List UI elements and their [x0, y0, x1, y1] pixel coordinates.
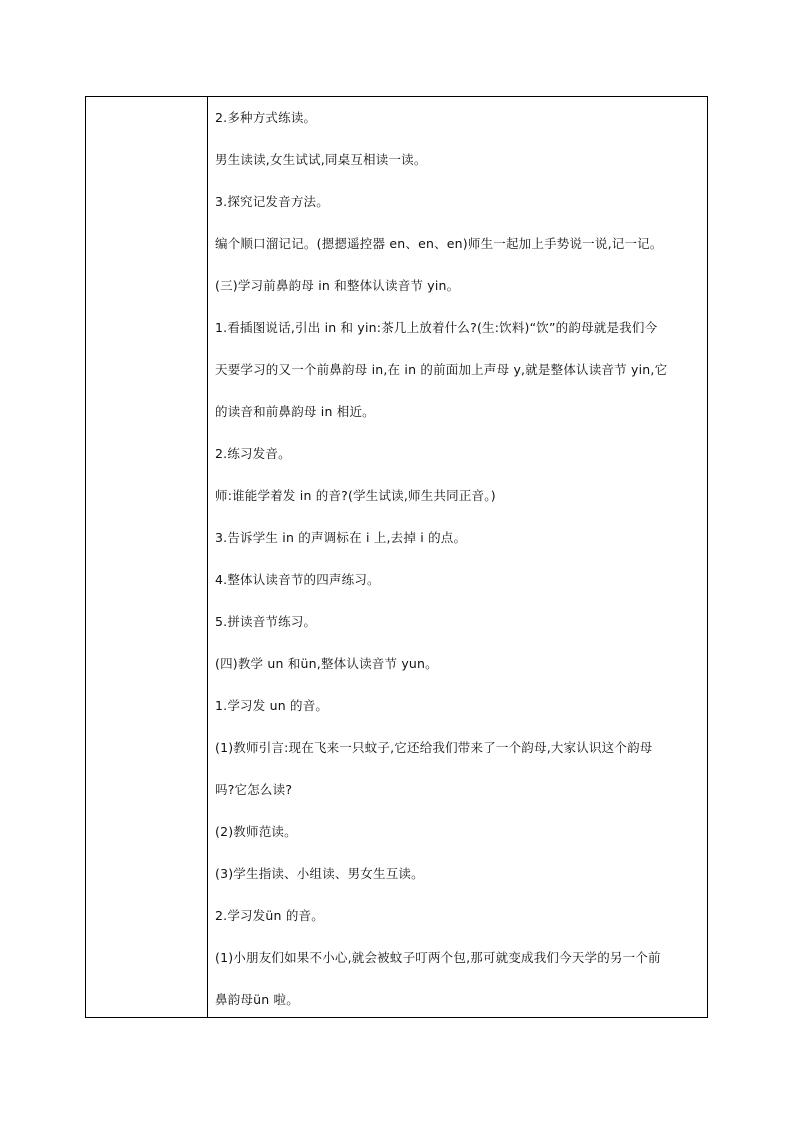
- section-heading: (四)教学 un 和ün,整体认读音节 yun。: [215, 656, 438, 671]
- text-line: 男生读读,女生试试,同桌互相读一读。: [215, 152, 427, 167]
- text-line: 5.拼读音节练习。: [215, 614, 317, 629]
- section-heading: (三)学习前鼻韵母 in 和整体认读音节 yin。: [215, 278, 460, 293]
- text-line: 3.告诉学生 in 的声调标在 i 上,去掉 i 的点。: [215, 530, 467, 545]
- text-line: 天要学习的又一个前鼻韵母 in,在 in 的前面加上声母 y,就是整体认读音节 yin,它: [215, 362, 668, 377]
- text-line: (3)学生指读、小组读、男女生互读。: [215, 866, 424, 881]
- text-line: 编个顺口溜记记。(摁摁遥控器 en、en、en)师生一起加上手势说一说,记一记。: [215, 236, 663, 251]
- text-line: 师:谁能学着发 in 的音?(学生试读,师生共同正音。): [215, 488, 496, 503]
- text-line: 1.看插图说话,引出 in 和 yin:茶几上放着什么?(生:饮料)“饮”的韵母就是我们今: [215, 320, 658, 335]
- text-line: 2.练习发音。: [215, 446, 291, 461]
- table-content-cell: [208, 97, 707, 1017]
- text-line: 4.整体认读音节的四声练习。: [215, 572, 380, 587]
- text-line: 的读音和前鼻韵母 in 相近。: [215, 404, 375, 419]
- text-line: 吗?它怎么读?: [215, 782, 293, 797]
- text-line: 2.多种方式练读。: [215, 110, 317, 125]
- text-line: 鼻韵母ün 啦。: [215, 992, 299, 1007]
- text-line: 3.探究记发音方法。: [215, 194, 329, 209]
- lesson-plan-table: [85, 96, 708, 1018]
- text-line: (1)小朋友们如果不小心,就会被蚊子叮两个包,那可就变成我们今天学的另一个前: [215, 950, 661, 965]
- text-line: 2.学习发ün 的音。: [215, 908, 324, 923]
- text-line: (2)教师范读。: [215, 824, 297, 839]
- text-line: 1.学习发 un 的音。: [215, 698, 329, 713]
- text-line: (1)教师引言:现在飞来一只蚊子,它还给我们带来了一个韵母,大家认识这个韵母: [215, 740, 653, 755]
- table-left-cell: [86, 97, 208, 1017]
